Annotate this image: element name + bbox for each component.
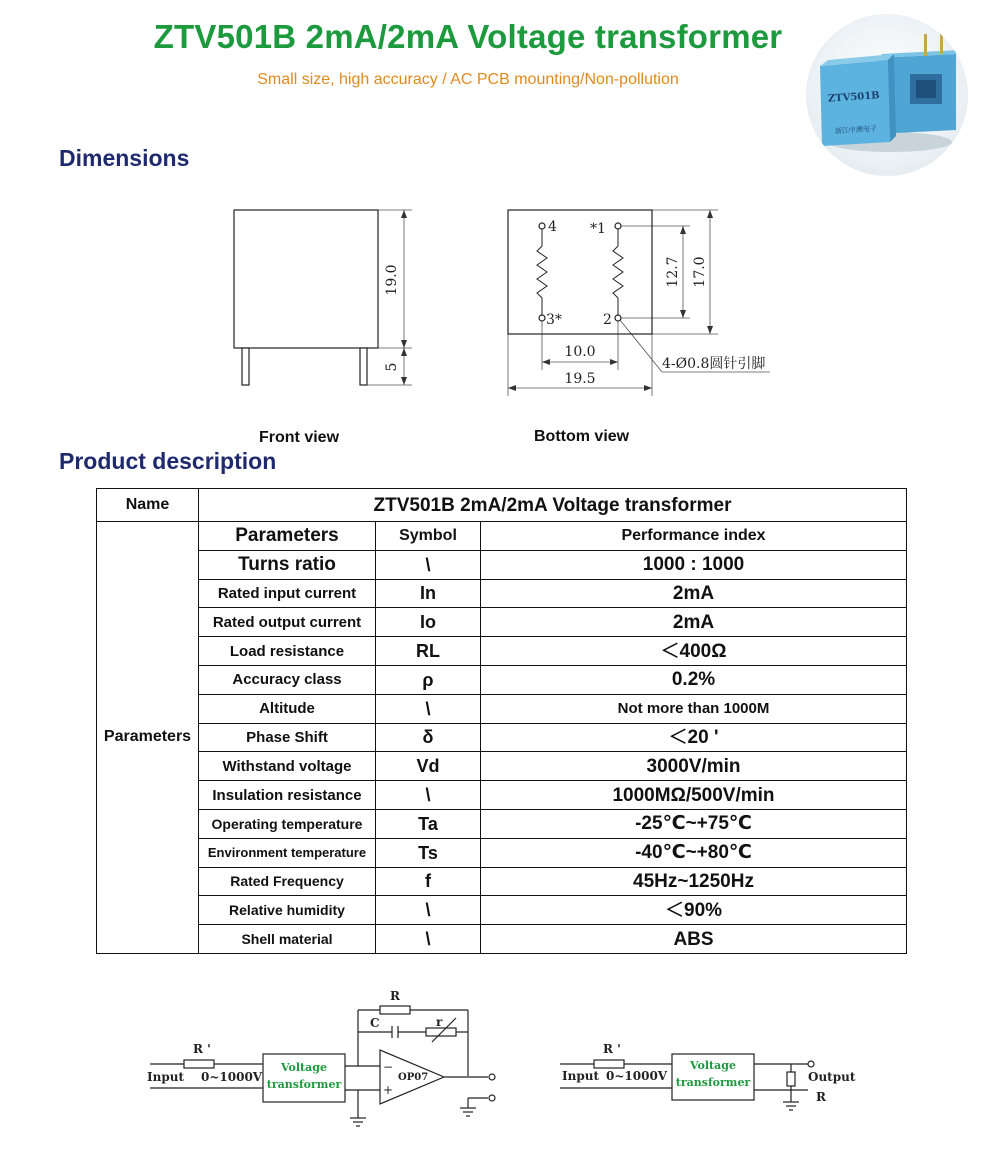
param-symbol: Vd — [376, 752, 481, 781]
left-opamp-label: OP07 — [398, 1072, 429, 1083]
product-label-text: ZTV501B — [827, 90, 881, 105]
right-input-label: Input — [562, 1069, 599, 1083]
param-name: Environment temperature — [199, 838, 376, 867]
front-pin-left — [242, 348, 249, 385]
table-row — [97, 809, 907, 838]
left-opamp-minus: − — [383, 1060, 394, 1074]
bottom-inner-height-label: 12.7 — [665, 256, 681, 288]
right-resistor-label: R ' — [603, 1042, 621, 1056]
product-description-heading: Product description — [59, 448, 277, 474]
dimension-drawings — [0, 0, 999, 440]
right-transformer-line2: transformer — [675, 1076, 751, 1089]
param-value: 3000V/min — [481, 752, 907, 781]
bottom-inner-width-label: 10.0 — [564, 344, 596, 360]
param-value: 1000 : 1000 — [481, 550, 907, 579]
param-value: 0.2% — [481, 665, 907, 694]
param-value: -25℃~+75℃ — [481, 809, 907, 838]
table-row — [97, 867, 907, 896]
param-name: Altitude — [199, 694, 376, 723]
param-value: 45Hz~1250Hz — [481, 867, 907, 896]
param-symbol: \ — [376, 694, 481, 723]
application-circuits — [0, 980, 999, 1130]
param-value: -40℃~+80℃ — [481, 838, 907, 867]
front-view-label: Front view — [259, 429, 340, 446]
param-name: Turns ratio — [199, 550, 376, 579]
table-row — [97, 489, 907, 522]
param-symbol: \ — [376, 550, 481, 579]
param-name: Rated output current — [199, 608, 376, 637]
front-pin-right — [360, 348, 367, 385]
bottom-view-label: Bottom view — [534, 428, 630, 445]
table-row — [97, 608, 907, 637]
param-name: Operating temperature — [199, 809, 376, 838]
column-header-parameters: Parameters — [199, 522, 376, 551]
param-name: Insulation resistance — [199, 781, 376, 810]
table-row — [97, 781, 907, 810]
param-symbol: \ — [376, 925, 481, 954]
table-row — [97, 723, 907, 752]
param-value: 2mA — [481, 608, 907, 637]
pin-2-label: 2 — [603, 312, 612, 328]
param-value: Not more than 1000M — [481, 694, 907, 723]
param-symbol: f — [376, 867, 481, 896]
right-load-resistor — [787, 1072, 795, 1086]
coil-left — [537, 229, 547, 315]
pin-note-label: 4-Ø0.8圆针引脚 — [662, 356, 766, 372]
param-symbol: In — [376, 579, 481, 608]
front-pin-length-label: 5 — [384, 362, 400, 372]
pin-3-label: 3* — [546, 312, 562, 328]
product-maker-text: 浙江中澳电子 — [834, 124, 878, 136]
table-row — [97, 838, 907, 867]
param-name: Withstand voltage — [199, 752, 376, 781]
dimensions-heading: Dimensions — [59, 145, 190, 171]
table-row — [97, 896, 907, 925]
right-transformer-line1: Voltage — [690, 1059, 736, 1072]
table-row — [97, 579, 907, 608]
bottom-height-label: 17.0 — [692, 256, 708, 288]
front-view-body — [234, 210, 378, 348]
param-symbol: \ — [376, 896, 481, 925]
left-opamp-plus: + — [383, 1083, 394, 1097]
right-output-label: Output — [808, 1070, 856, 1084]
spec-table — [96, 488, 907, 954]
param-name: Phase Shift — [199, 723, 376, 752]
left-cap-label: C — [370, 1016, 380, 1030]
param-symbol: ρ — [376, 665, 481, 694]
param-name: Relative humidity — [199, 896, 376, 925]
right-input-resistor — [594, 1060, 624, 1068]
table-row — [97, 752, 907, 781]
param-value: ＜90% — [481, 896, 907, 925]
left-transformer-line2: transformer — [266, 1078, 342, 1091]
param-value: ＜400Ω — [481, 637, 907, 666]
name-value-cell: ZTV501B 2mA/2mA Voltage transformer — [199, 489, 907, 522]
param-value: 2mA — [481, 579, 907, 608]
param-value: ABS — [481, 925, 907, 954]
param-name: Rated input current — [199, 579, 376, 608]
left-input-label: Input — [147, 1070, 184, 1084]
pin-4 — [539, 223, 545, 229]
pin-1 — [615, 223, 621, 229]
param-symbol: RL — [376, 637, 481, 666]
param-name: Rated Frequency — [199, 867, 376, 896]
table-row — [97, 925, 907, 954]
table-row — [97, 550, 907, 579]
table-row — [97, 637, 907, 666]
left-input-resistor — [184, 1060, 214, 1068]
parameters-group-cell: Parameters — [97, 522, 199, 954]
param-symbol: Io — [376, 608, 481, 637]
param-symbol: δ — [376, 723, 481, 752]
left-resistor-label: R ' — [193, 1042, 211, 1056]
bottom-view-body — [508, 210, 652, 334]
table-header-row — [97, 522, 907, 551]
param-name: Accuracy class — [199, 665, 376, 694]
param-symbol: Ts — [376, 838, 481, 867]
left-variable-resistor — [426, 1028, 456, 1036]
pin-1-label: *1 — [590, 221, 606, 237]
left-range-label: 0~1000V — [201, 1070, 263, 1084]
left-var-r-label: r — [436, 1015, 443, 1029]
column-header-performance: Performance index — [481, 522, 907, 551]
table-row — [97, 665, 907, 694]
param-value: 1000MΩ/500V/min — [481, 781, 907, 810]
right-load-label: R — [816, 1090, 826, 1104]
left-feedback-resistor — [380, 1006, 410, 1014]
pin-2 — [615, 315, 621, 321]
left-transformer-line1: Voltage — [281, 1061, 327, 1074]
bottom-width-label: 19.5 — [564, 371, 596, 387]
left-feedback-r-label: R — [390, 989, 400, 1003]
param-symbol: Ta — [376, 809, 481, 838]
pin-3 — [539, 315, 545, 321]
pin-4-label: 4 — [548, 219, 557, 235]
param-name: Load resistance — [199, 637, 376, 666]
front-height-label: 19.0 — [384, 264, 400, 296]
page-title: ZTV501B 2mA/2mA Voltage transformer — [153, 18, 783, 55]
page-subtitle: Small size, high accuracy / AC PCB mounting/Non-pollution — [257, 71, 679, 88]
param-name: Shell material — [199, 925, 376, 954]
name-label-cell: Name — [97, 489, 199, 522]
table-row — [97, 694, 907, 723]
param-symbol: \ — [376, 781, 481, 810]
column-header-symbol: Symbol — [376, 522, 481, 551]
param-value: ＜20 ' — [481, 723, 907, 752]
right-range-label: 0~1000V — [606, 1069, 668, 1083]
coil-right — [613, 229, 623, 315]
